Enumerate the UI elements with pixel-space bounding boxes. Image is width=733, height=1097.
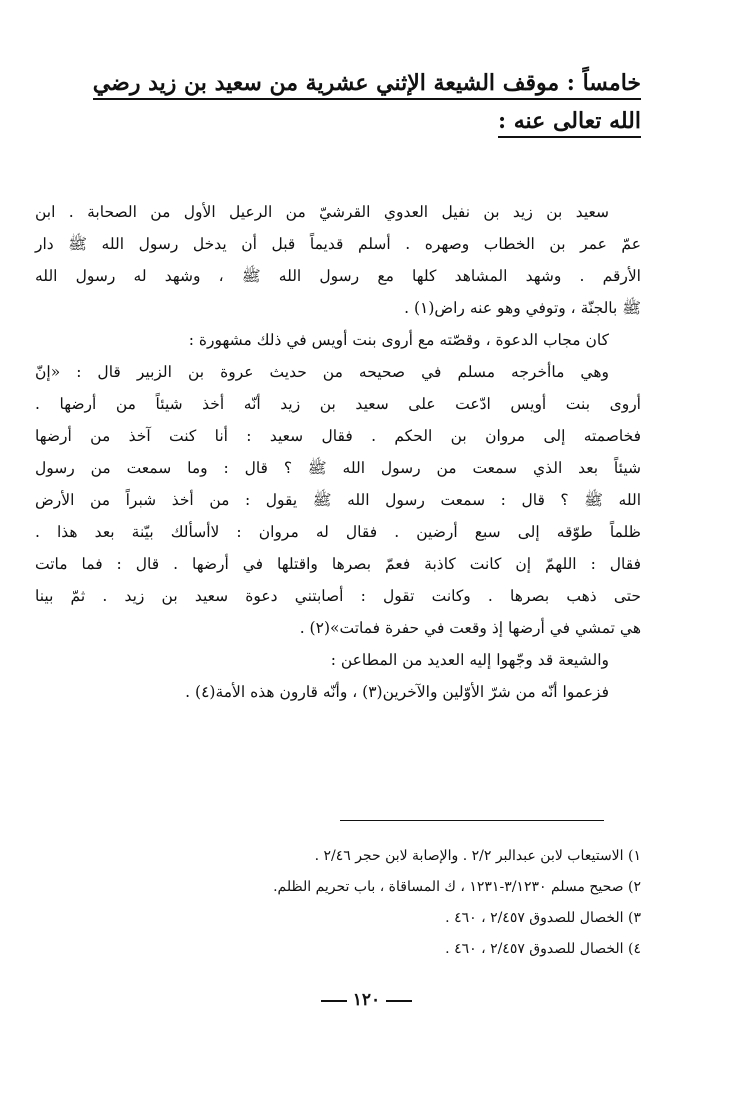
footnote: ٣) الخصال للصدوق ٢/٤٥٧ ، ٤٦٠ . [445,910,641,926]
body-line: فقال : اللهمّ إن كانت كاذبة فعمّ بصرها واقتلها في أرضها . قال : فما ماتت [35,555,641,573]
body-line: شيئاً بعد الذي سمعت من رسول الله ﷺ ؟ قال : وما سمعت من رسول [35,459,641,477]
body-line: فخاصمته إلى مروان بن الحكم . فقال سعيد : أنا كنت آخذ من أرضها [35,427,641,445]
footnote: ٢) صحيح مسلم ٣/١٢٣٠-١٢٣١ ، ك المساقاة ، باب تحريم الظلم. [273,879,641,895]
footnote-separator [340,820,604,821]
body-line: الله ﷺ ؟ قال : سمعت رسول الله ﷺ يقول : من أخذ شبراً من الأرض [35,491,641,509]
body-line: عمّ عمر بن الخطاب وصهره . أسلم قديماً قبل أن يدخل رسول الله ﷺ دار [35,235,641,253]
page-number-row [0,990,733,1010]
footnote: ١) الاستيعاب لابن عبدالبر ٢/٢ . والإصابة لابن حجر ٢/٤٦ . [314,848,641,864]
body-line: كان مجاب الدعوة ، وقصّته مع أروى بنت أويس في ذلك مشهورة : [188,331,609,349]
page-number-dash [386,1000,412,1002]
body-line: أروى بنت أويس ادّعت على سعيد بن زيد أنّه أخذ شيئاً من أرضها . [35,395,641,413]
body-line: حتى ذهب بصرها . وكانت تقول : أصابتني دعوة سعيد بن زيد . ثمّ بينا [35,587,641,605]
body-line: الأرقم . وشهد المشاهد كلها مع رسول الله ﷺ ، وشهد له رسول الله [35,267,641,285]
body-line: سعيد بن زيد بن نفيل العدوي القرشيّ من الرعيل الأول من الصحابة . ابن [35,203,609,221]
body-line: والشيعة قد وجّهوا إليه العديد من المطاعن : [330,651,609,669]
body-line: وهي ماأخرجه مسلم في صحيحه من حديث عروة بن الزبير قال : «إنّ [35,363,609,381]
section-heading-text-continued: الله تعالى عنه : [498,108,641,138]
section-heading-line-1 [31,66,641,100]
section-heading-line-2 [31,104,641,138]
body-line: ﷺ بالجنّة ، وتوفي وهو عنه راض(١) . [404,299,641,317]
footnote: ٤) الخصال للصدوق ٢/٤٥٧ ، ٤٦٠ . [445,941,641,957]
page-number: ١٢٠ [352,990,381,1010]
body-line: فزعموا أنّه من شرّ الأوّلين والآخرين(٣) ، وأنّه قارون هذه الأمة(٤) . [185,683,609,701]
body-line: هي تمشي في أرضها إذ وقعت في حفرة فماتت»(٢) . [299,619,641,637]
body-line: ظلماً طوّقه إلى سبع أرضين . فقال له مروان : لاأسألك بيّنة بعد هذا . [35,523,641,541]
page-number-dash [321,1000,347,1002]
section-heading-text: خامساً : موقف الشيعة الإثني عشرية من سعيد بن زيد رضي [93,70,641,100]
